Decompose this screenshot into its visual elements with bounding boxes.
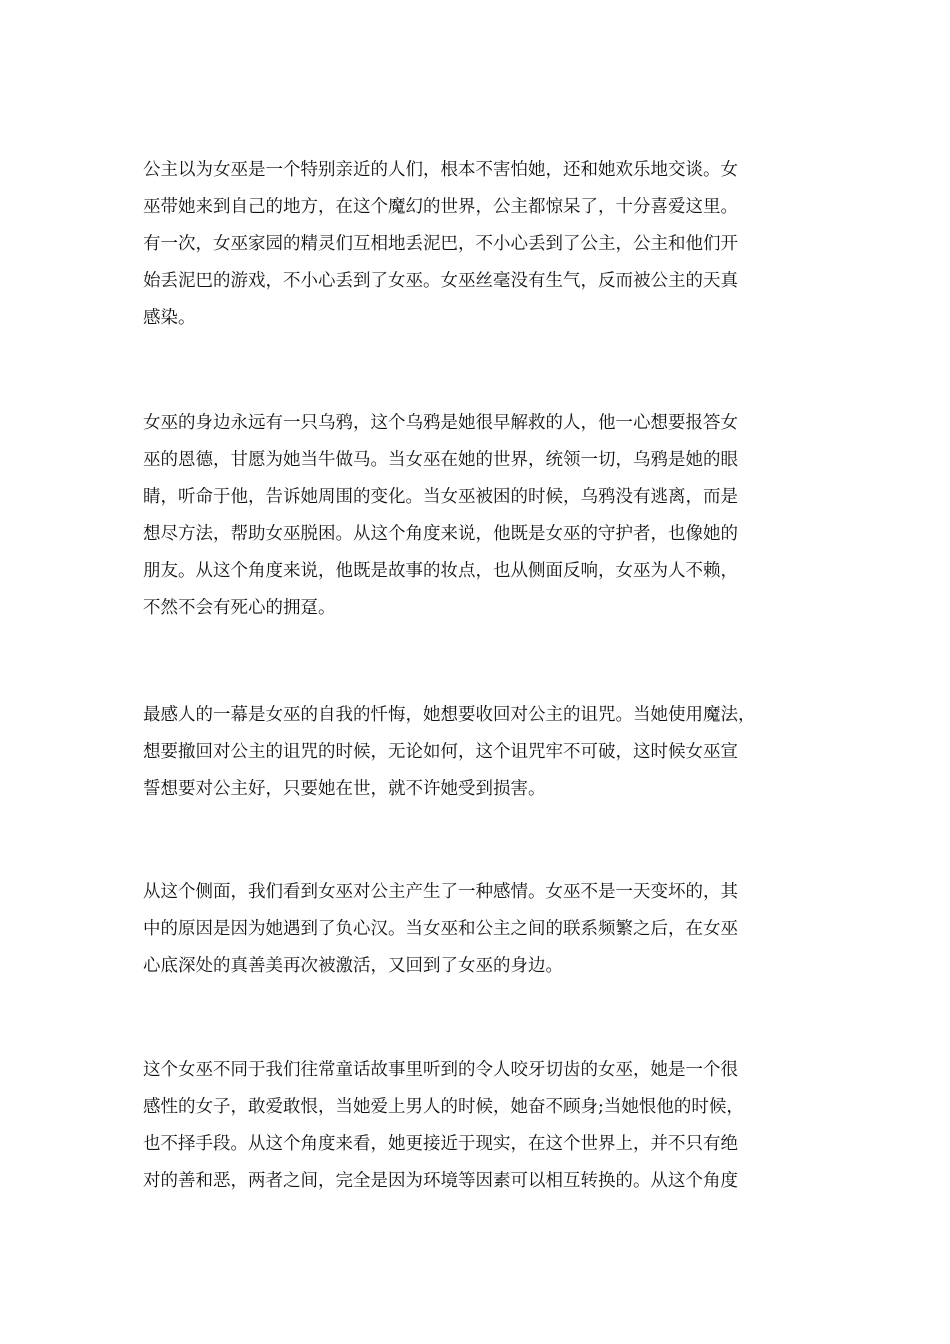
- text-line: 女巫的身边永远有一只乌鸦，这个乌鸦是她很早解救的人，他一心想要报答女: [143, 413, 738, 433]
- text-line: 巫带她来到自己的地方，在这个魔幻的世界，公主都惊呆了，十分喜爱这里。: [143, 197, 738, 217]
- text-line: 不然不会有死心的拥趸。: [143, 598, 336, 618]
- text-line: 誓想要对公主好，只要她在世，就不许她受到损害。: [143, 779, 546, 799]
- text-line: 感染。: [143, 308, 196, 328]
- paragraph-1: [143, 152, 823, 337]
- text-line: 有一次，女巫家园的精灵们互相地丢泥巴，不小心丢到了公主，公主和他们开: [143, 234, 738, 254]
- paragraph-4: [143, 874, 823, 985]
- text-line: 巫的恩德，甘愿为她当牛做马。当女巫在她的世界，统领一切，乌鸦是她的眼: [143, 450, 738, 470]
- text-line: 想要撤回对公主的诅咒的时候，无论如何，这个诅咒牢不可破，这时候女巫宣: [143, 742, 738, 762]
- text-line: 想尽方法，帮助女巫脱困。从这个角度来说，他既是女巫的守护者，也像她的: [143, 524, 738, 544]
- text-line: 也不择手段。从这个角度来看，她更接近于现实，在这个世界上，并不只有绝: [143, 1134, 738, 1154]
- text-line: 对的善和恶，两者之间，完全是因为环境等因素可以相互转换的。从这个角度: [143, 1171, 738, 1191]
- text-line: 始丢泥巴的游戏，不小心丢到了女巫。女巫丝毫没有生气，反而被公主的天真: [143, 271, 738, 291]
- text-line: 朋友。从这个角度来说，他既是故事的妆点，也从侧面反响，女巫为人不赖，: [143, 561, 738, 581]
- paragraph-3: [143, 697, 823, 808]
- text-line: 中的原因是因为她遇到了负心汉。当女巫和公主之间的联系频繁之后，在女巫: [143, 919, 738, 939]
- text-line: 心底深处的真善美再次被激活，又回到了女巫的身边。: [143, 956, 563, 976]
- text-line: 最感人的一幕是女巫的自我的忏悔，她想要收回对公主的诅咒。当她使用魔法，: [143, 705, 756, 725]
- paragraph-5: [143, 1052, 823, 1200]
- text-line: 睛，听命于他，告诉她周围的变化。当女巫被困的时候，乌鸦没有逃离，而是: [143, 487, 738, 507]
- text-line: 这个女巫不同于我们往常童话故事里听到的令人咬牙切齿的女巫，她是一个很: [143, 1060, 738, 1080]
- text-line: 从这个侧面，我们看到女巫对公主产生了一种感情。女巫不是一天变坏的，其: [143, 882, 738, 902]
- text-line: 感性的女子，敢爱敢恨，当她爱上男人的时候，她奋不顾身;当她恨他的时候，: [143, 1097, 744, 1117]
- text-line: 公主以为女巫是一个特别亲近的人们，根本不害怕她，还和她欢乐地交谈。女: [143, 160, 738, 180]
- paragraph-2: [143, 405, 823, 627]
